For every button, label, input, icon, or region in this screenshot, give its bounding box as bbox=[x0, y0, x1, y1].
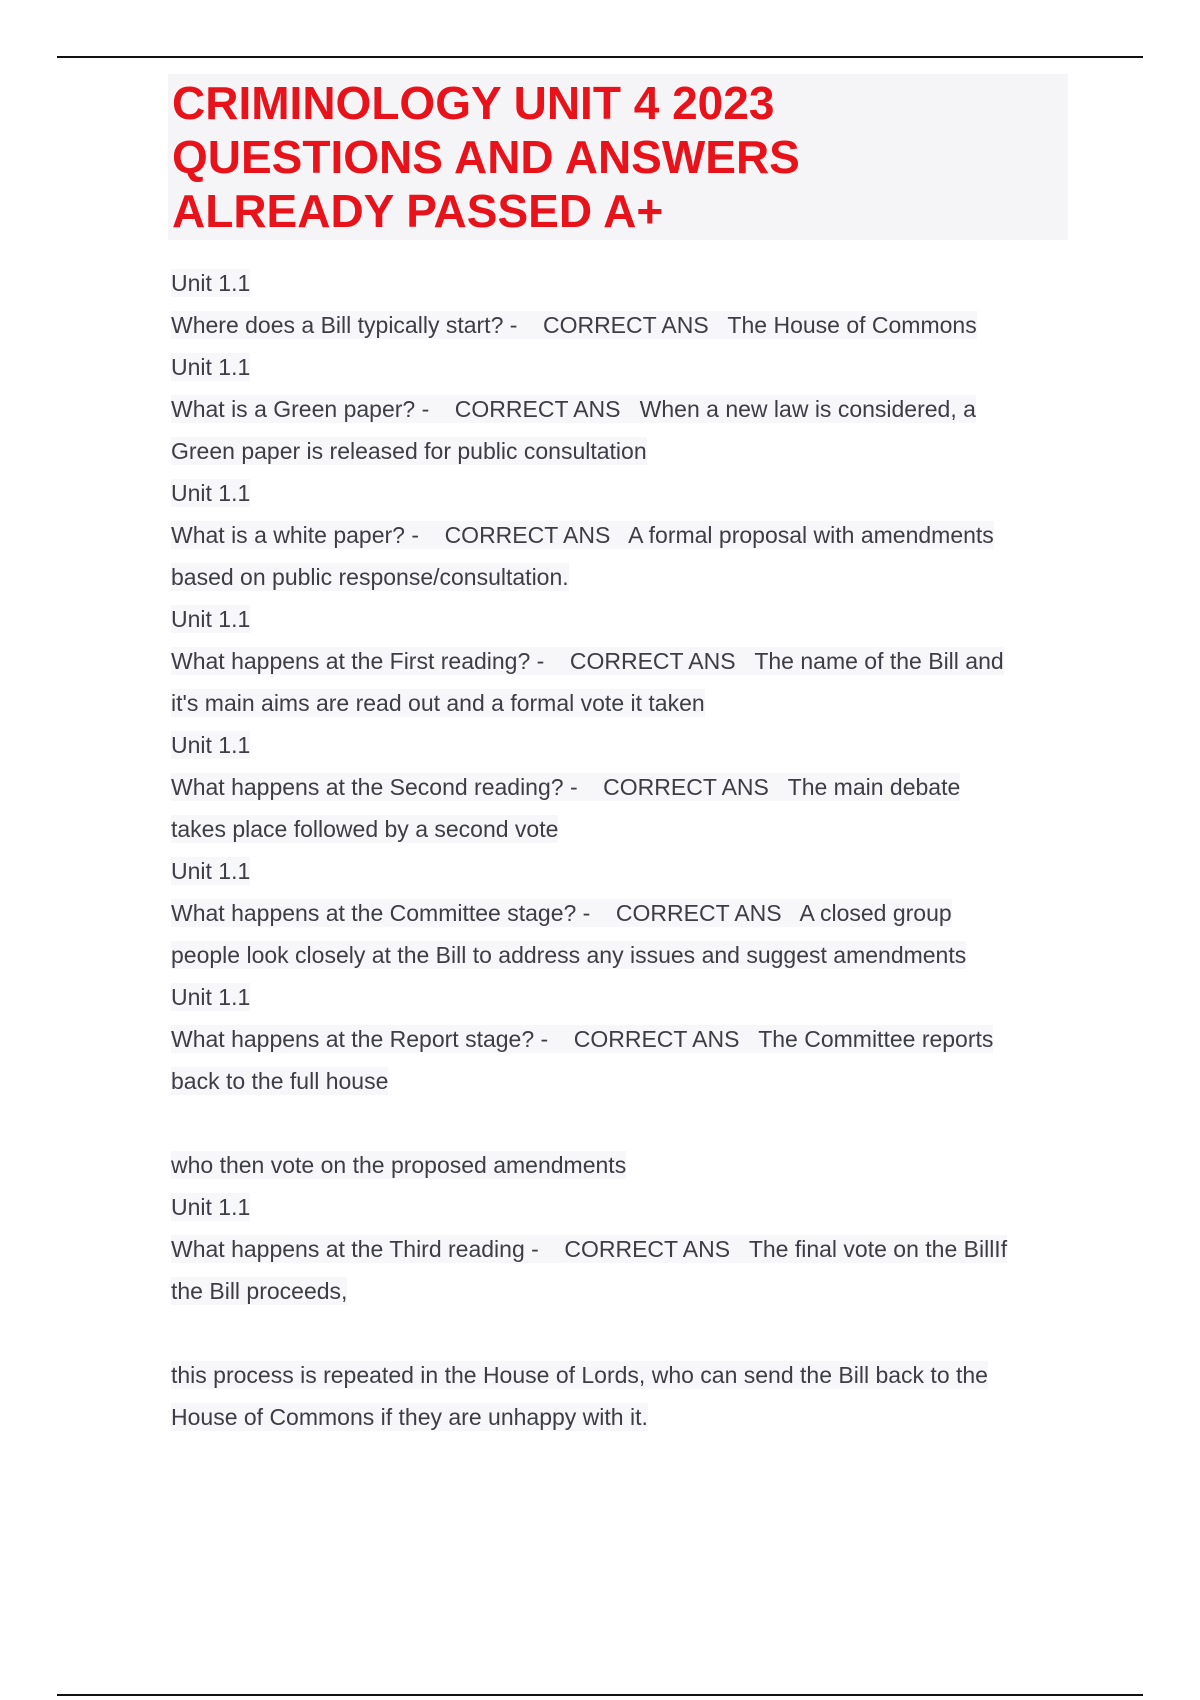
unit-label bbox=[171, 724, 1071, 766]
line-text: Green paper is released for public consultation bbox=[171, 438, 647, 464]
qa-text-line bbox=[171, 556, 1071, 598]
top-rule bbox=[57, 56, 1143, 58]
qa-text-line bbox=[171, 1228, 1071, 1270]
unit-label bbox=[171, 472, 1071, 514]
title-line: QUESTIONS AND ANSWERS bbox=[172, 131, 800, 183]
qa-text-line bbox=[171, 766, 1071, 808]
line-text: takes place followed by a second vote bbox=[171, 816, 559, 842]
line-text: Unit 1.1 bbox=[171, 1194, 251, 1220]
line-text: the Bill proceeds, bbox=[171, 1278, 348, 1304]
blank-line bbox=[171, 1102, 1071, 1144]
qa-text-line bbox=[171, 808, 1071, 850]
unit-label bbox=[171, 976, 1071, 1018]
line-text: What is a white paper? - CORRECT ANS A formal proposal with amendments bbox=[171, 522, 994, 548]
line-text: What is a Green paper? - CORRECT ANS When a new law is considered, a bbox=[171, 396, 976, 422]
qa-text-line bbox=[171, 1270, 1071, 1312]
unit-label bbox=[171, 346, 1071, 388]
line-text: Unit 1.1 bbox=[171, 606, 251, 632]
qa-text-line bbox=[171, 388, 1071, 430]
qa-text-line bbox=[171, 1144, 1071, 1186]
blank-line bbox=[171, 1312, 1071, 1354]
line-text: who then vote on the proposed amendments bbox=[171, 1152, 627, 1178]
unit-label bbox=[171, 850, 1071, 892]
qa-text-line bbox=[171, 1396, 1071, 1438]
line-text: What happens at the Report stage? - CORRECT ANS The Committee reports bbox=[171, 1026, 994, 1052]
qa-text-line bbox=[171, 1354, 1071, 1396]
unit-label bbox=[171, 1186, 1071, 1228]
line-text: What happens at the Committee stage? - CORRECT ANS A closed group bbox=[171, 900, 952, 926]
qa-text-line bbox=[171, 304, 1071, 346]
line-text: What happens at the Third reading - CORRECT ANS The final vote on the BillIf bbox=[171, 1236, 1008, 1262]
line-text: people look closely at the Bill to address any issues and suggest amendments bbox=[171, 942, 967, 968]
qa-text-line bbox=[171, 514, 1071, 556]
bottom-rule bbox=[57, 1694, 1143, 1696]
line-text: Unit 1.1 bbox=[171, 732, 251, 758]
line-text: Where does a Bill typically start? - CORRECT ANS The House of Commons bbox=[171, 312, 977, 338]
line-text: Unit 1.1 bbox=[171, 858, 251, 884]
line-text: it's main aims are read out and a formal vote it taken bbox=[171, 690, 705, 716]
document-title bbox=[172, 76, 800, 238]
line-text: Unit 1.1 bbox=[171, 354, 251, 380]
qa-text-line bbox=[171, 1060, 1071, 1102]
qa-text-line bbox=[171, 934, 1071, 976]
line-text: based on public response/consultation. bbox=[171, 564, 569, 590]
line-text: back to the full house bbox=[171, 1068, 389, 1094]
unit-label bbox=[171, 598, 1071, 640]
line-text: Unit 1.1 bbox=[171, 984, 251, 1010]
qa-body bbox=[171, 262, 1071, 1438]
line-text: this process is repeated in the House of Lords, who can send the Bill back to the bbox=[171, 1362, 988, 1388]
title-line: CRIMINOLOGY UNIT 4 2023 bbox=[172, 77, 775, 129]
unit-label bbox=[171, 262, 1071, 304]
qa-text-line bbox=[171, 892, 1071, 934]
line-text: Unit 1.1 bbox=[171, 270, 251, 296]
title-line: ALREADY PASSED A+ bbox=[172, 185, 664, 237]
line-text: What happens at the Second reading? - CORRECT ANS The main debate bbox=[171, 774, 961, 800]
line-text: What happens at the First reading? - CORRECT ANS The name of the Bill and bbox=[171, 648, 1004, 674]
qa-text-line bbox=[171, 1018, 1071, 1060]
line-text: House of Commons if they are unhappy with it. bbox=[171, 1404, 648, 1430]
line-text: Unit 1.1 bbox=[171, 480, 251, 506]
qa-text-line bbox=[171, 640, 1071, 682]
qa-text-line bbox=[171, 682, 1071, 724]
qa-text-line bbox=[171, 430, 1071, 472]
